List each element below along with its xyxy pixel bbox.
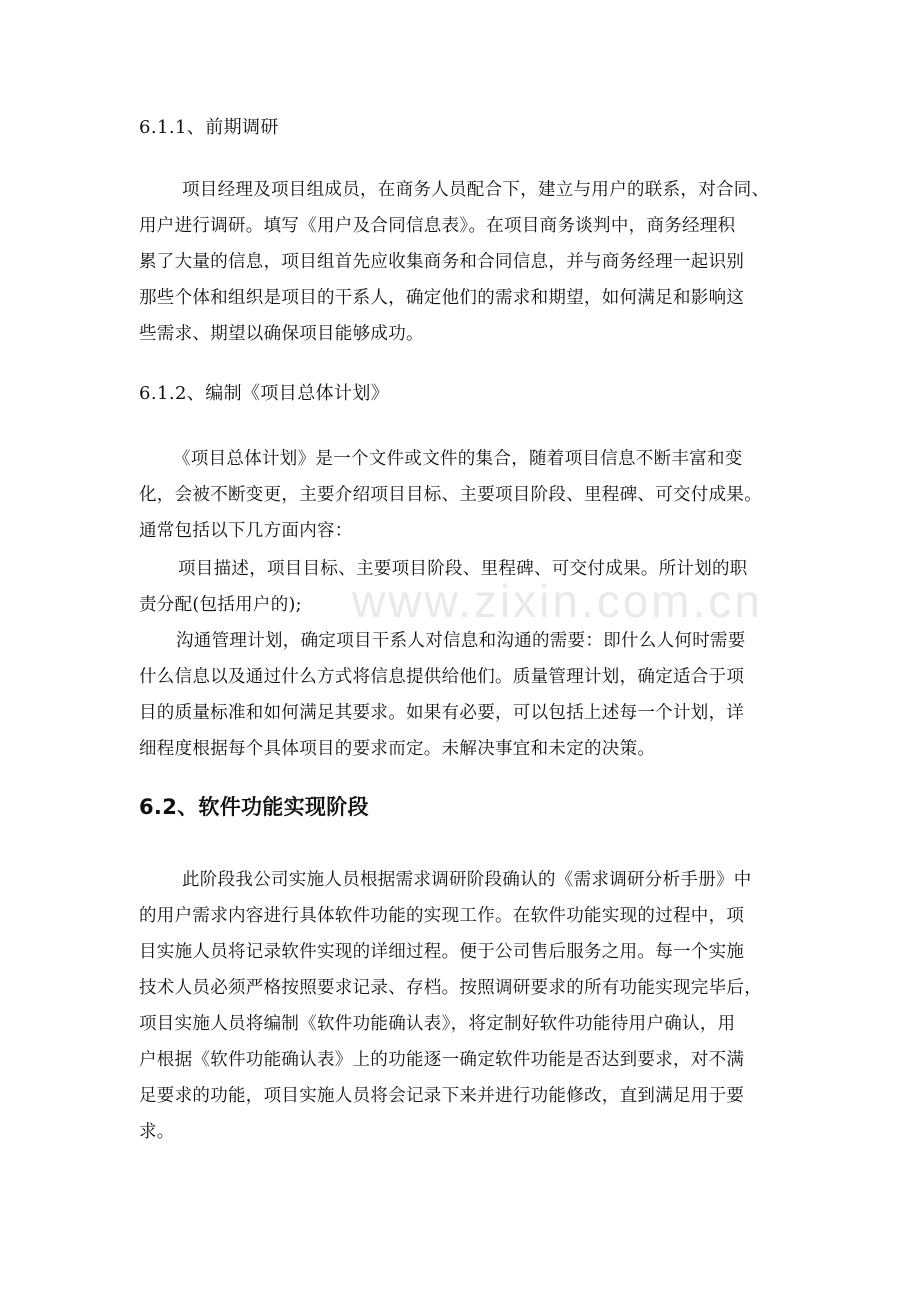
section-heading-6-1-1: 6.1.1、前期调研	[139, 117, 279, 138]
paragraph-line: 的用户需求内容进行具体软件功能的实现工作。在软件功能实现的过程中，项	[139, 906, 745, 926]
paragraph-line: 什么信息以及通过什么方式将信息提供给他们。质量管理计划，确定适合于项	[139, 667, 745, 687]
paragraph-line: 求。	[139, 1122, 175, 1142]
paragraph-line: 技术人员必须严格按照要求记录、存档。按照调研要求的所有功能实现完毕后，	[139, 978, 762, 998]
watermark: www.zixin.com.cn	[352, 575, 763, 627]
paragraph-line: 此阶段我公司实施人员根据需求调研阶段确认的《需求调研分析手册》中	[182, 870, 752, 890]
paragraph-line: 项目经理及项目组成员，在商务人员配合下，建立与用户的联系，对合同、	[182, 180, 770, 200]
paragraph-line: 项目实施人员将编制《软件功能确认表》，将定制好软件功能待用户确认，用	[139, 1014, 736, 1034]
paragraph-line: 目实施人员将记录软件实现的详细过程。便于公司售后服务之用。每一个实施	[139, 942, 745, 962]
paragraph-line: 累了大量的信息，项目组首先应收集商务和合同信息，并与商务经理一起识别	[139, 252, 745, 272]
paragraph-line: 那些个体和组织是项目的干系人，确定他们的需求和期望，如何满足和影响这	[139, 288, 745, 308]
paragraph-line: 通常包括以下几方面内容：	[139, 521, 353, 541]
paragraph-line: 沟通管理计划，确定项目干系人对信息和沟通的需要：即什么人何时需要	[176, 631, 746, 651]
paragraph-line: 《项目总体计划》是一个文件或文件的集合，随着项目信息不断丰富和变	[173, 449, 743, 469]
section-heading-6-1-2: 6.1.2、编制《项目总体计划》	[139, 383, 390, 404]
paragraph-line: 细程度根据每个具体项目的要求而定。未解决事宜和未定的决策。	[139, 739, 656, 759]
paragraph-line: 户根据《软件功能确认表》上的功能逐一确定软件功能是否达到要求，对不满	[139, 1050, 745, 1070]
section-heading-6-2: 6.2、软件功能实现阶段	[139, 795, 369, 819]
paragraph-line: 些需求、期望以确保项目能够成功。	[139, 324, 424, 344]
paragraph-line: 目的质量标准和如何满足其要求。如果有必要，可以包括上述每一个计划，详	[139, 703, 745, 723]
paragraph-line: 项目描述，项目目标、主要项目阶段、里程碑、可交付成果。所计划的职	[178, 559, 748, 579]
paragraph-line: 责分配(包括用户的);	[139, 595, 302, 615]
paragraph-line: 化，会被不断变更，主要介绍项目目标、主要项目阶段、里程碑、可交付成果。	[139, 485, 762, 505]
paragraph-line: 足要求的功能，项目实施人员将会记录下来并进行功能修改，直到满足用于要	[139, 1086, 745, 1106]
paragraph-line: 用户进行调研。填写《用户及合同信息表》。在项目商务谈判中，商务经理积	[139, 216, 736, 236]
